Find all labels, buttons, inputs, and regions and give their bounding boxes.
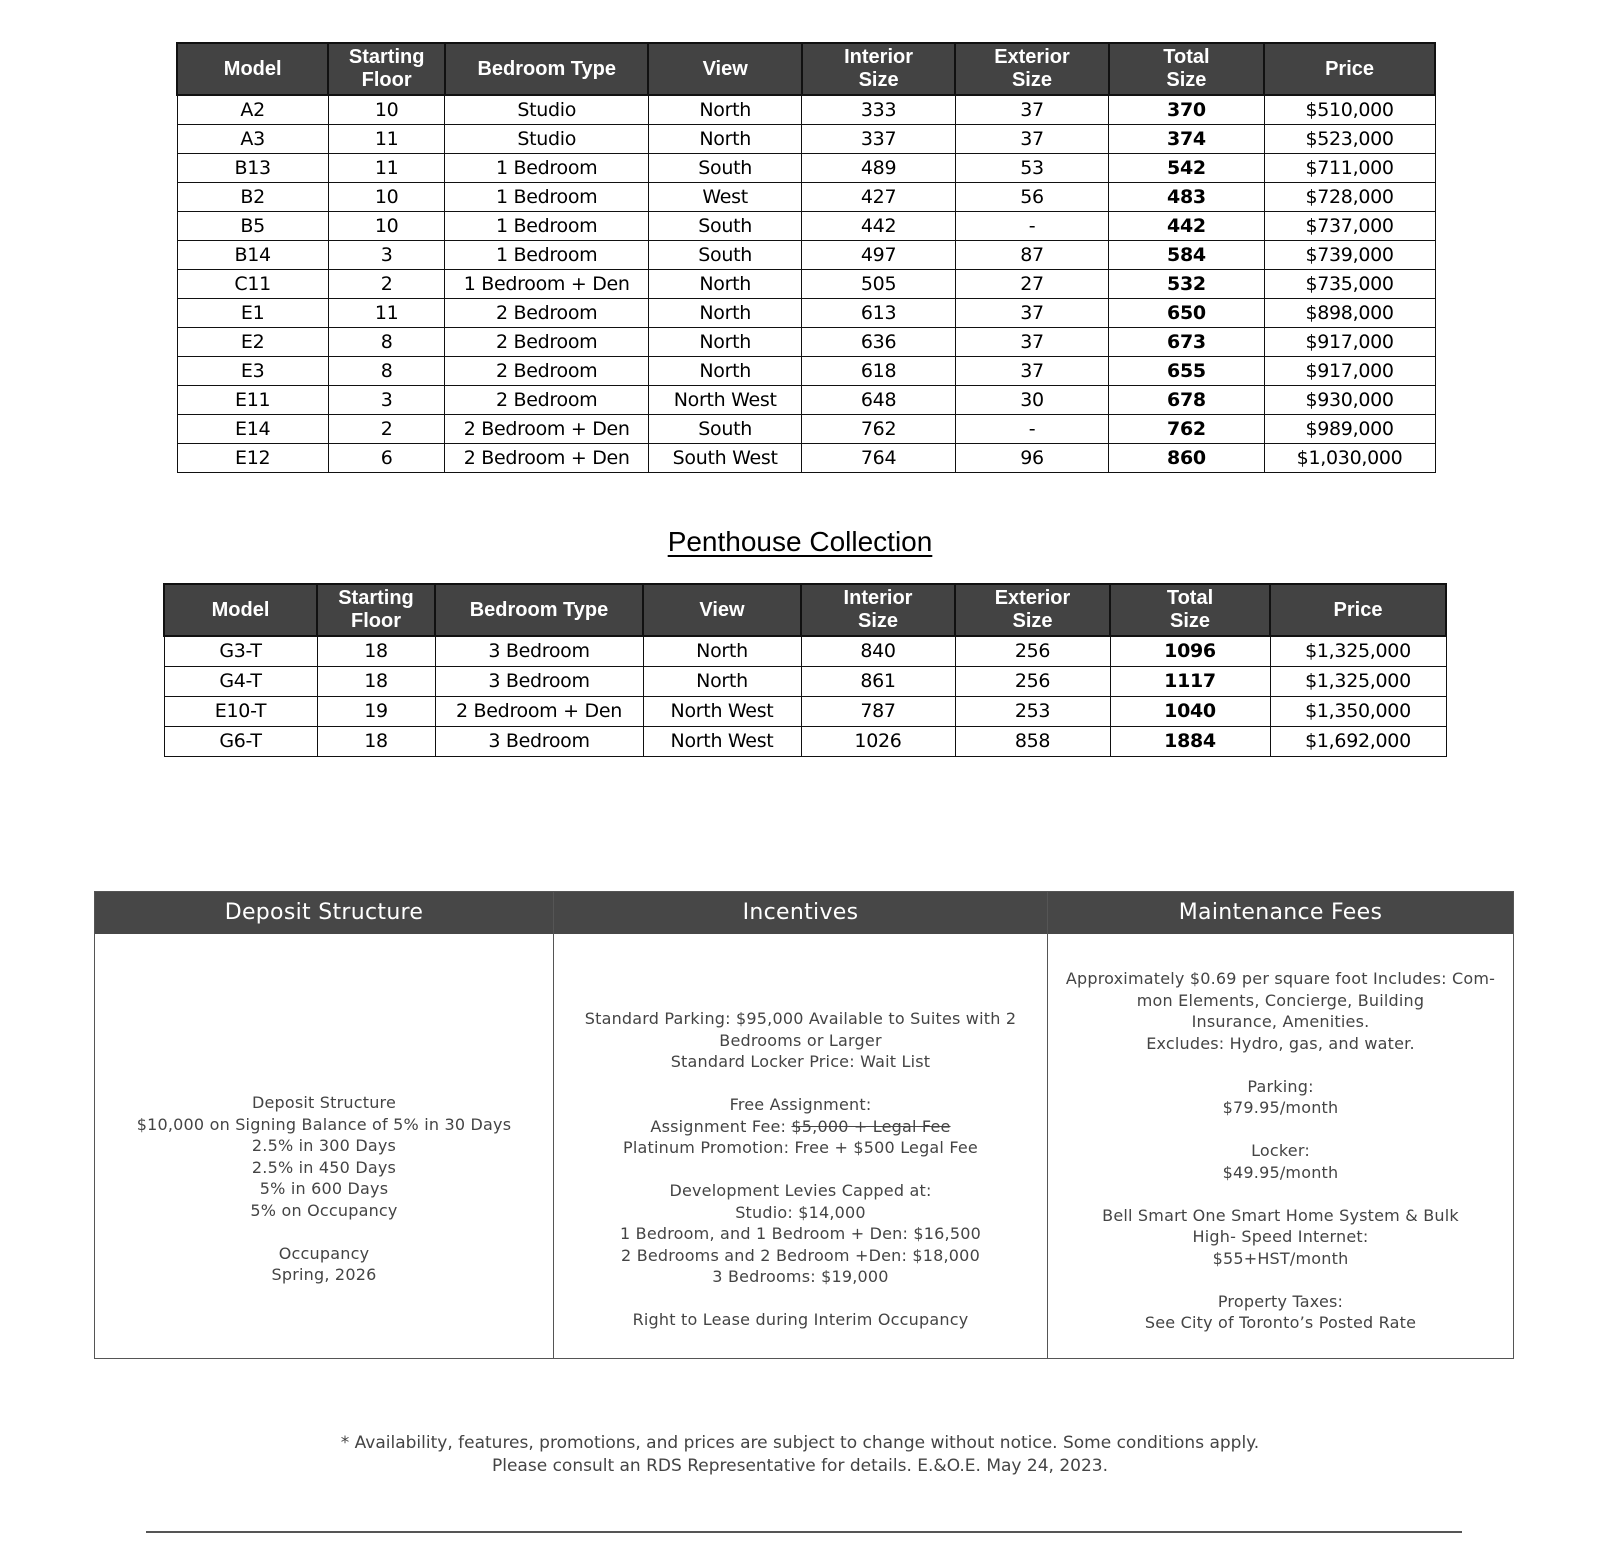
table-cell: 860 xyxy=(1109,444,1264,473)
column-header xyxy=(1264,43,1435,95)
table-cell: - xyxy=(955,415,1108,444)
table-cell: B2 xyxy=(177,183,328,212)
table-row xyxy=(177,270,1435,299)
table-cell: 483 xyxy=(1109,183,1264,212)
disclaimer-line-2: Please consult an RDS Representative for details. E.&O.E. May 24, 2023. xyxy=(492,1456,1108,1476)
maintenance-fees-body xyxy=(1048,934,1513,1358)
table-cell: North West xyxy=(648,386,801,415)
table-cell: 3 Bedroom xyxy=(435,727,643,757)
info-line: $55+HST/month xyxy=(1212,1248,1349,1268)
table-body xyxy=(164,636,1446,757)
info-line: $10,000 on Signing Balance of 5% in 30 Days xyxy=(136,1114,512,1134)
table-cell: North xyxy=(648,357,801,386)
table-row xyxy=(164,727,1446,757)
column-header xyxy=(955,43,1108,95)
deposit-structure-header: Deposit Structure xyxy=(95,892,553,934)
info-line: Development Levies Capped at: xyxy=(669,1181,932,1200)
table-cell: 37 xyxy=(955,357,1108,386)
table-cell: 1 Bedroom + Den xyxy=(445,270,649,299)
table-cell: 764 xyxy=(802,444,955,473)
table-cell: 53 xyxy=(955,154,1108,183)
deposit-structure-column xyxy=(95,892,553,1358)
table-cell: 18 xyxy=(317,727,435,757)
table-cell: 584 xyxy=(1109,241,1264,270)
table-cell: $898,000 xyxy=(1264,299,1435,328)
table-cell: North xyxy=(648,125,801,154)
table-cell: 489 xyxy=(802,154,955,183)
table-cell: 1026 xyxy=(801,727,955,757)
column-header-label: Exterior xyxy=(994,587,1071,609)
penthouse-price-table xyxy=(163,583,1447,757)
table-cell: North xyxy=(643,636,801,667)
table-row xyxy=(164,697,1446,727)
table-cell: 532 xyxy=(1109,270,1264,299)
table-cell: 256 xyxy=(955,636,1110,667)
table-cell: 427 xyxy=(802,183,955,212)
table-cell: 840 xyxy=(801,636,955,667)
table-cell: 10 xyxy=(328,95,445,125)
column-header xyxy=(802,43,955,95)
info-line: 2 Bedrooms and 2 Bedroom +Den: $18,000 xyxy=(621,1245,980,1265)
table-cell: 787 xyxy=(801,697,955,727)
table-cell: South West xyxy=(648,444,801,473)
table-cell: $523,000 xyxy=(1264,125,1435,154)
table-cell: 650 xyxy=(1109,299,1264,328)
info-line: Insurance, Amenities. xyxy=(1191,1012,1370,1031)
table-cell: 30 xyxy=(955,386,1108,415)
table-cell: $1,350,000 xyxy=(1270,697,1446,727)
table-cell: 8 xyxy=(328,357,445,386)
table-cell: E2 xyxy=(177,328,328,357)
info-line: 3 Bedrooms: $19,000 xyxy=(712,1267,889,1286)
table-cell: A3 xyxy=(177,125,328,154)
table-cell: 1040 xyxy=(1110,697,1270,727)
table-cell: Studio xyxy=(445,125,649,154)
table-cell: E10-T xyxy=(164,697,317,727)
column-header-label: Starting xyxy=(338,587,414,609)
table-cell: G6-T xyxy=(164,727,317,757)
table-row xyxy=(177,154,1435,183)
column-header-label: Interior xyxy=(843,587,913,609)
table-cell: South xyxy=(648,241,801,270)
column-header-label: Floor xyxy=(361,69,412,91)
table-cell: 673 xyxy=(1109,328,1264,357)
table-cell: 27 xyxy=(955,270,1108,299)
maintenance-fees-column xyxy=(1047,892,1513,1358)
table-cell: $735,000 xyxy=(1264,270,1435,299)
column-header-label: Exterior xyxy=(994,46,1070,68)
info-line: Studio: $14,000 xyxy=(735,1202,866,1222)
table-row xyxy=(177,299,1435,328)
column-header-label: Starting xyxy=(348,46,425,68)
table-cell: 3 xyxy=(328,386,445,415)
table-cell: 3 Bedroom xyxy=(435,636,643,667)
penthouse-section-title xyxy=(0,526,1600,558)
table-cell: 3 xyxy=(328,241,445,270)
column-header-label: Price xyxy=(1325,57,1375,80)
column-header-label: Total xyxy=(1166,587,1214,609)
table-cell: 442 xyxy=(802,212,955,241)
table-header-row xyxy=(164,584,1446,636)
info-line: Occupancy xyxy=(278,1243,370,1263)
table-cell: B13 xyxy=(177,154,328,183)
table-cell: C11 xyxy=(177,270,328,299)
table-cell: 87 xyxy=(955,241,1108,270)
table-cell: $739,000 xyxy=(1264,241,1435,270)
column-header xyxy=(1110,584,1270,636)
table-cell: 2 Bedroom + Den xyxy=(445,415,649,444)
column-header-label: Total xyxy=(1163,46,1210,68)
table-cell: 96 xyxy=(955,444,1108,473)
column-header-label: Price xyxy=(1333,598,1383,621)
table-cell: 10 xyxy=(328,183,445,212)
maintenance-fees-header: Maintenance Fees xyxy=(1048,892,1513,934)
table-cell: E14 xyxy=(177,415,328,444)
info-line: Deposit Structure xyxy=(251,1093,397,1112)
info-line: Standard Parking: $95,000 Available to Suites with 2 xyxy=(584,1009,1017,1028)
penthouse-title: Penthouse Collection xyxy=(667,526,933,557)
table-cell: North xyxy=(648,95,801,125)
column-header-label: Size xyxy=(858,69,899,91)
info-line: Assignment Fee: $5,000 + Legal Fee xyxy=(650,1116,951,1136)
info-line: 2.5% in 450 Days xyxy=(251,1157,397,1177)
table-cell: B5 xyxy=(177,212,328,241)
table-cell: North xyxy=(643,667,801,697)
deposit-structure-body xyxy=(95,934,553,1358)
info-line: 1 Bedroom, and 1 Bedroom + Den: $16,500 xyxy=(620,1224,981,1243)
column-header-label: Size xyxy=(1169,610,1211,632)
table-cell: South xyxy=(648,415,801,444)
table-cell: 11 xyxy=(328,125,445,154)
table-cell: South xyxy=(648,154,801,183)
table-cell: 18 xyxy=(317,667,435,697)
table-cell: 1 Bedroom xyxy=(445,154,649,183)
table-cell: 370 xyxy=(1109,95,1264,125)
table-cell: E3 xyxy=(177,357,328,386)
column-header xyxy=(317,584,435,636)
table-cell: 618 xyxy=(802,357,955,386)
table-cell: 11 xyxy=(328,154,445,183)
info-line: 5% on Occupancy xyxy=(250,1200,398,1220)
table-cell: 374 xyxy=(1109,125,1264,154)
table-cell: $989,000 xyxy=(1264,415,1435,444)
column-header-label: Model xyxy=(211,598,270,621)
info-line: Bell Smart One Smart Home System & Bulk xyxy=(1102,1205,1459,1225)
table-cell: E11 xyxy=(177,386,328,415)
table-row xyxy=(164,667,1446,697)
table-cell: 256 xyxy=(955,667,1110,697)
table-cell: 2 Bedroom xyxy=(445,299,649,328)
table-cell: $510,000 xyxy=(1264,95,1435,125)
info-line: Free Assignment: xyxy=(729,1095,872,1114)
column-header xyxy=(177,43,328,95)
table-cell: 18 xyxy=(317,636,435,667)
table-row xyxy=(177,444,1435,473)
table-cell: 1 Bedroom xyxy=(445,212,649,241)
column-header xyxy=(801,584,955,636)
column-header-label: Size xyxy=(1166,69,1207,91)
info-line: Approximately $0.69 per square foot Includes: Com- xyxy=(1065,969,1496,988)
table-cell: 1 Bedroom xyxy=(445,241,649,270)
table-cell: North xyxy=(648,328,801,357)
info-line: Property Taxes: xyxy=(1217,1291,1344,1311)
column-header-label: Bedroom Type xyxy=(477,57,616,80)
table-cell: 655 xyxy=(1109,357,1264,386)
table-cell: E12 xyxy=(177,444,328,473)
incentives-column xyxy=(553,892,1047,1358)
table-cell: 19 xyxy=(317,697,435,727)
table-cell: 1 Bedroom xyxy=(445,183,649,212)
incentives-header: Incentives xyxy=(554,892,1047,934)
table-cell: 333 xyxy=(802,95,955,125)
table-cell: $1,325,000 xyxy=(1270,667,1446,697)
info-line: Platinum Promotion: Free + $500 Legal Fee xyxy=(623,1138,978,1157)
info-line: See City of Toronto’s Posted Rate xyxy=(1144,1313,1417,1332)
table-cell: 11 xyxy=(328,299,445,328)
table-cell: $1,030,000 xyxy=(1264,444,1435,473)
table-cell: 1117 xyxy=(1110,667,1270,697)
column-header-label: Bedroom Type xyxy=(469,598,609,621)
table-cell: 10 xyxy=(328,212,445,241)
column-header-label: Size xyxy=(1011,69,1052,91)
table-cell: 442 xyxy=(1109,212,1264,241)
table-cell: 2 Bedroom + Den xyxy=(435,697,643,727)
table-row xyxy=(177,125,1435,154)
table-cell: $711,000 xyxy=(1264,154,1435,183)
info-line: Parking: xyxy=(1247,1076,1314,1096)
table-row xyxy=(177,212,1435,241)
table-cell: 2 Bedroom xyxy=(445,386,649,415)
table-cell: $737,000 xyxy=(1264,212,1435,241)
column-header xyxy=(435,584,643,636)
table-cell: B14 xyxy=(177,241,328,270)
table-row xyxy=(164,636,1446,667)
table-cell: 56 xyxy=(955,183,1108,212)
table-cell: 3 Bedroom xyxy=(435,667,643,697)
table-cell: 497 xyxy=(802,241,955,270)
info-line: High- Speed Internet: xyxy=(1192,1227,1369,1246)
table-row xyxy=(177,183,1435,212)
table-row xyxy=(177,357,1435,386)
table-cell: North xyxy=(648,299,801,328)
table-cell: 8 xyxy=(328,328,445,357)
bottom-divider xyxy=(146,1531,1462,1533)
column-header-label: Model xyxy=(223,57,282,80)
table-cell: 337 xyxy=(802,125,955,154)
column-header-label: Size xyxy=(1012,610,1053,632)
table-cell: A2 xyxy=(177,95,328,125)
column-header-label: Size xyxy=(857,610,899,632)
table-cell: Studio xyxy=(445,95,649,125)
column-header xyxy=(328,43,445,95)
table-cell: G4-T xyxy=(164,667,317,697)
table-cell: 762 xyxy=(802,415,955,444)
table-cell: 505 xyxy=(802,270,955,299)
table-row xyxy=(177,415,1435,444)
table-cell: 37 xyxy=(955,299,1108,328)
info-line: $49.95/month xyxy=(1222,1162,1339,1182)
info-line: Spring, 2026 xyxy=(271,1265,377,1284)
table-cell: $1,325,000 xyxy=(1270,636,1446,667)
table-cell: 858 xyxy=(955,727,1110,757)
column-header-label: Floor xyxy=(351,610,401,632)
table-cell: North West xyxy=(643,697,801,727)
struck-assignment-fee: $5,000 + Legal Fee xyxy=(791,1116,951,1136)
info-line: Locker: xyxy=(1251,1141,1310,1160)
column-header-label: View xyxy=(702,57,748,80)
column-header xyxy=(164,584,317,636)
table-cell: 648 xyxy=(802,386,955,415)
table-cell: 2 xyxy=(328,415,445,444)
column-header-label: View xyxy=(699,598,745,621)
table-row xyxy=(177,328,1435,357)
table-cell: 1096 xyxy=(1110,636,1270,667)
column-header xyxy=(445,43,649,95)
table-header-row xyxy=(177,43,1435,95)
info-line: $79.95/month xyxy=(1222,1098,1339,1117)
table-cell: $1,692,000 xyxy=(1270,727,1446,757)
table-cell: 678 xyxy=(1109,386,1264,415)
info-line: mon Elements, Concierge, Building xyxy=(1136,990,1425,1010)
suites-price-table xyxy=(176,42,1436,473)
table-body xyxy=(177,95,1435,473)
table-cell: South xyxy=(648,212,801,241)
table-cell: 636 xyxy=(802,328,955,357)
table-cell: 2 xyxy=(328,270,445,299)
table-cell: North xyxy=(648,270,801,299)
table-cell: G3-T xyxy=(164,636,317,667)
info-line: Standard Locker Price: Wait List xyxy=(670,1052,931,1071)
incentives-body xyxy=(554,934,1047,1358)
table-cell: 613 xyxy=(802,299,955,328)
table-cell: $917,000 xyxy=(1264,328,1435,357)
table-row xyxy=(177,95,1435,125)
table-cell: West xyxy=(648,183,801,212)
table-cell: 37 xyxy=(955,95,1108,125)
table-cell: 2 Bedroom + Den xyxy=(445,444,649,473)
column-header xyxy=(643,584,801,636)
table-cell: $917,000 xyxy=(1264,357,1435,386)
table-cell: 253 xyxy=(955,697,1110,727)
table-cell: 1884 xyxy=(1110,727,1270,757)
table-cell: 37 xyxy=(955,125,1108,154)
column-header xyxy=(648,43,801,95)
column-header xyxy=(1109,43,1264,95)
info-line: Right to Lease during Interim Occupancy xyxy=(632,1310,969,1329)
info-line: 2.5% in 300 Days xyxy=(251,1136,397,1155)
table-cell: E1 xyxy=(177,299,328,328)
table-cell: $728,000 xyxy=(1264,183,1435,212)
table-cell: 762 xyxy=(1109,415,1264,444)
column-header-label: Interior xyxy=(844,46,914,68)
disclaimer-line-1: * Availability, features, promotions, and prices are subject to change without notice. Some conditions apply. xyxy=(340,1433,1260,1453)
info-line: Bedrooms or Larger xyxy=(719,1030,882,1050)
table-cell: 2 Bedroom xyxy=(445,357,649,386)
table-cell: $930,000 xyxy=(1264,386,1435,415)
disclaimer xyxy=(0,1432,1600,1478)
info-line: 5% in 600 Days xyxy=(259,1179,389,1198)
table-row xyxy=(177,386,1435,415)
info-line: Excludes: Hydro, gas, and water. xyxy=(1146,1033,1415,1053)
table-row xyxy=(177,241,1435,270)
table-cell: 6 xyxy=(328,444,445,473)
table-cell: 2 Bedroom xyxy=(445,328,649,357)
column-header xyxy=(1270,584,1446,636)
table-cell: 37 xyxy=(955,328,1108,357)
table-cell: 542 xyxy=(1109,154,1264,183)
column-header xyxy=(955,584,1110,636)
table-cell: - xyxy=(955,212,1108,241)
table-cell: 861 xyxy=(801,667,955,697)
info-panel xyxy=(94,891,1514,1359)
table-cell: North West xyxy=(643,727,801,757)
